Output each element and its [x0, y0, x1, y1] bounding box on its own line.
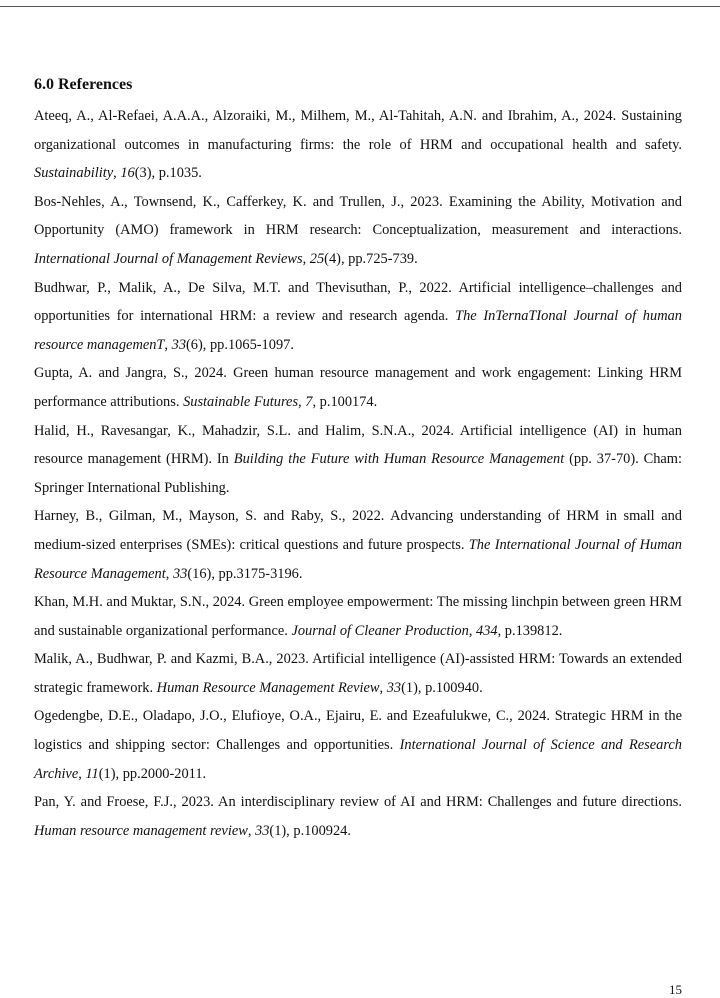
- reference-entry: Halid, H., Ravesangar, K., Mahadzir, S.L. and Halim, S.N.A., 2024. Artificial intelligence (AI) in human resource management (HRM). In Building the Future with Human Resource Management (pp. 37-70). Cham: Springer International Publishing.: [34, 422, 682, 496]
- reference-entry: Pan, Y. and Froese, F.J., 2023. An interdisciplinary review of AI and HRM: Challenges and future directions. Human resource management review, 33(1), p.100924.: [34, 794, 682, 839]
- reference-entry: Malik, A., Budhwar, P. and Kazmi, B.A., 2023. Artificial intelligence (AI)-assisted HRM: Towards an extended strategic framework. Human Resource Management Review, 33(1), p.100940.: [34, 651, 682, 696]
- top-border-line: [0, 6, 720, 7]
- page-number: 15: [669, 982, 682, 997]
- references-section: [34, 74, 682, 845]
- reference-entry: Ateeq, A., Al-Refaei, A.A.A., Alzoraiki, M., Milhem, M., Al-Tahitah, A.N. and Ibrahim, A., 2024. Sustaining organizational outcomes in manufacturing firms: the role of HRM and occupational health and safety. Sustainability, 16(3), p.1035.: [34, 108, 682, 182]
- reference-entry: Harney, B., Gilman, M., Mayson, S. and Raby, S., 2022. Advancing understanding of HRM in small and medium-sized enterprises (SMEs): critical questions and future prospects. The International Journal of Human Resource Management, 33(16), pp.3175-3196.: [34, 508, 682, 582]
- reference-entry: Khan, M.H. and Muktar, S.N., 2024. Green employee empowerment: The missing linchpin between green HRM and sustainable organizational performance. Journal of Cleaner Production, 434, p.139812.: [34, 594, 682, 639]
- reference-entry: Budhwar, P., Malik, A., De Silva, M.T. and Thevisuthan, P., 2022. Artificial intelligence–challenges and opportunities for international HRM: a review and research agenda. The InTernaTIonal Journal of human resource managemenT, 33(6), pp.1065-1097.: [34, 279, 682, 353]
- reference-entry: Gupta, A. and Jangra, S., 2024. Green human resource management and work engagement: Linking HRM performance attributions. Sustainable Futures, 7, p.100174.: [34, 365, 682, 410]
- section-heading: 6.0 References: [34, 76, 133, 93]
- reference-entry: Ogedengbe, D.E., Oladapo, J.O., Elufioye, O.A., Ejairu, E. and Ezeafulukwe, C., 2024. Strategic HRM in the logistics and shipping sector: Challenges and opportunities. International Journal of Science and Research Archive, 11(1), pp.2000-2011.: [34, 708, 682, 782]
- reference-entry: Bos-Nehles, A., Townsend, K., Cafferkey, K. and Trullen, J., 2023. Examining the Ability, Motivation and Opportunity (AMO) framework in HRM research: Conceptualization, measurement and interactions. International Journal of Management Reviews, 25(4), pp.725-739.: [34, 193, 682, 267]
